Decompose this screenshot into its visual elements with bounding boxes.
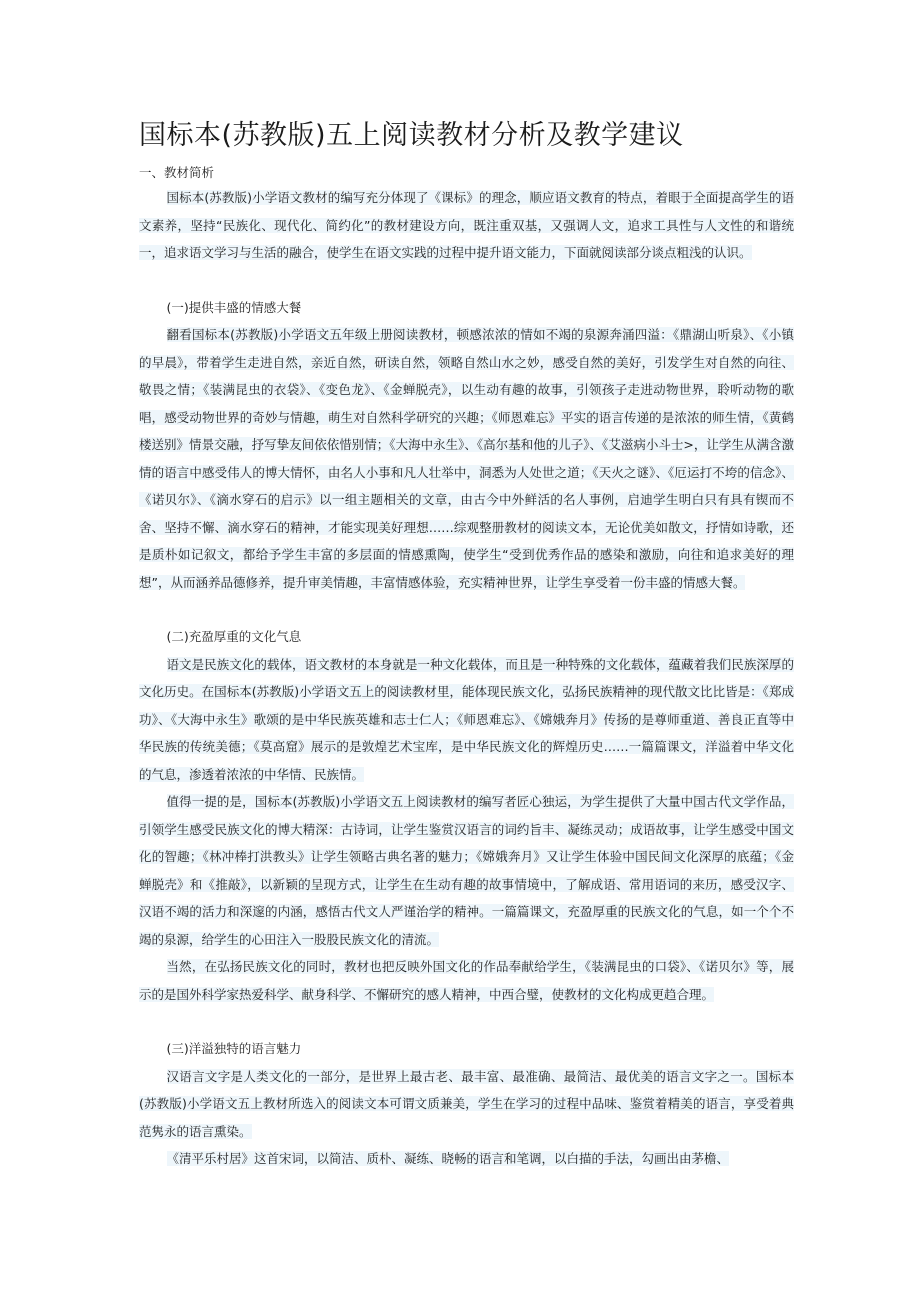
spacer xyxy=(139,1008,794,1035)
subsection-3-paragraph-2 xyxy=(139,1145,794,1173)
subsection-2-paragraph-1 xyxy=(139,651,794,789)
subsection-heading-1 xyxy=(139,294,794,322)
subsection-2-text-3: 当然，在弘扬民族文化的同时，教材也把反映外国文化的作品奉献给学生，《装满昆虫的口袋》、《诺贝尔》等，展示的是国外科学家热爱科学、献身科学、不懈研究的感人精神，中西合璧，使教材的文化构成更趋合理。 xyxy=(139,959,794,1002)
subsection-heading-1-text: (一)提供丰盛的情感大餐 xyxy=(166,299,302,315)
intro-text: 国标本(苏教版)小学语文教材的编写充分体现了《课标》的理念，顺应语文教育的特点，着眼于全面提高学生的语文素养，坚持“民族化、现代化、简约化”的教材建设方向，既注重双基，又强调人文，追求工具性与人文性的和谐统一，追求语文学习与生活的融合，使学生在语文实践的过程中提升语文能力，下面就阅读部分谈点粗浅的认识。 xyxy=(139,190,794,260)
document-page xyxy=(139,118,794,1173)
spacer xyxy=(139,267,794,294)
section-heading-1: 一、教材简析 xyxy=(139,165,215,180)
subsection-2-paragraph-2 xyxy=(139,788,794,953)
subsection-3-paragraph-1 xyxy=(139,1063,794,1146)
subsection-heading-3-text: (三)洋溢独特的语言魅力 xyxy=(166,1041,302,1056)
subsection-heading-2-text: (二)充盈厚重的文化气息 xyxy=(166,629,302,644)
subsection-2-text-2: 值得一提的是，国标本(苏教版)小学语文五上阅读教材的编写者匠心独运，为学生提供了大量中国古代文学作品，引领学生感受民族文化的博大精深：古诗词，让学生鉴赏汉语言的词约旨丰、凝练灵动；成语故事，让学生感受中国文化的智趣；《林冲棒打洪教头》让学生领略古典名著的魅力；《嫦娥奔月》又让学生体验中国民间文化深厚的底蕴；《金蝉脱壳》和《推敲》，以新颖的呈现方式，让学生在生动有趣的故事情境中，了解成语、常用语词的来历，感受汉字、汉语不竭的活力和深邃的内涵，感悟古代文人严谨治学的精神。一篇篇课文，充盈厚重的民族文化的气息，如一个个不竭的泉源，给学生的心田注入一股股民族文化的清流。 xyxy=(139,794,794,947)
subsection-heading-2 xyxy=(139,623,794,651)
subsection-2-text-1: 语文是民族文化的载体，语文教材的本身就是一种文化载体，而且是一种特殊的文化载体，蕴藏着我们民族深厚的文化历史。在国标本(苏教版)小学语文五上的阅读教材里，能体现民族文化，弘扬民族精神的现代散文比比皆是：《郑成功》、《大海中永生》歌颂的是中华民族英雄和志士仁人；《师恩难忘》、《嫦娥奔月》传扬的是尊师重道、善良正直等中华民族的传统美德；《莫高窟》展示的是敦煌艺术宝库，是中华民族文化的辉煌历史……一篇篇课文，洋溢着中华文化的气息，渗透着浓浓的中华情、民族情。 xyxy=(139,656,794,782)
subsection-heading-3 xyxy=(139,1035,794,1063)
subsection-3-text-2: 《清平乐村居》这首宋词，以简洁、质朴、凝练、晓畅的语言和笔调，以白描的手法，勾画出由茅檐、 xyxy=(166,1151,730,1166)
document-title: 国标本(苏教版)五上阅读教材分析及教学建议 xyxy=(139,120,684,151)
subsection-2-paragraph-3 xyxy=(139,953,794,1008)
subsection-3-text-1: 汉语言文字是人类文化的一部分，是世界上最古老、最丰富、最准确、最简洁、最优美的语言文字之一。国标本(苏教版)小学语文五上教材所选入的阅读文本可谓文质兼美，学生在学习的过程中品味、鉴赏着精美的语言，享受着典范隽永的语言熏染。 xyxy=(139,1068,794,1139)
subsection-1-text: 翻看国标本(苏教版)小学语文五年级上册阅读教材，顿感浓浓的情如不竭的泉源奔涌四溢：《鼎湖山听泉》、《小镇的早晨》，带着学生走进自然，亲近自然，研读自然，领略自然山水之妙，感受自然的美好，引发学生对自然的向往、敬畏之情；《装满昆虫的衣袋》、《变色龙》、《金蝉脱壳》，以生动有趣的故事，引领孩子走进动物世界，聆听动物的歌唱，感受动物世界的奇妙与情趣，萌生对自然科学研究的兴趣；《师恩难忘》平实的语言传递的是浓浓的师生情，《黄鹤楼送别》情景交融，抒写挚友间依依惜别情；《大海中永生》、《高尔基和他的儿子》、《艾滋病小斗士>，让学生从满含激情的语言中感受伟人的博大情怀，由名人小事和凡人壮举中，洞悉为人处世之道；《天火之谜》、《厄运打不垮的信念》、《诺贝尔》、《滴水穿石的启示》以一组主题相关的文章，由古今中外鲜活的名人事例，启迪学生明白只有具有锲而不舍、坚持不懈、滴水穿石的精神，才能实现美好理想……综观整册教材的阅读文本，无论优美如散文，抒情如诗歌，还是质朴如记叙文，都给予学生丰富的多层面的情感熏陶，使学生“受到优秀作品的感染和激励，向往和追求美好的理想”，从而涵养品德修养，提升审美情趣，丰富情感体验，充实精神世界，让学生享受着一份丰盛的情感大餐。 xyxy=(139,327,794,590)
intro-paragraph xyxy=(139,184,794,267)
spacer xyxy=(139,596,794,623)
subsection-1-paragraph xyxy=(139,321,794,596)
